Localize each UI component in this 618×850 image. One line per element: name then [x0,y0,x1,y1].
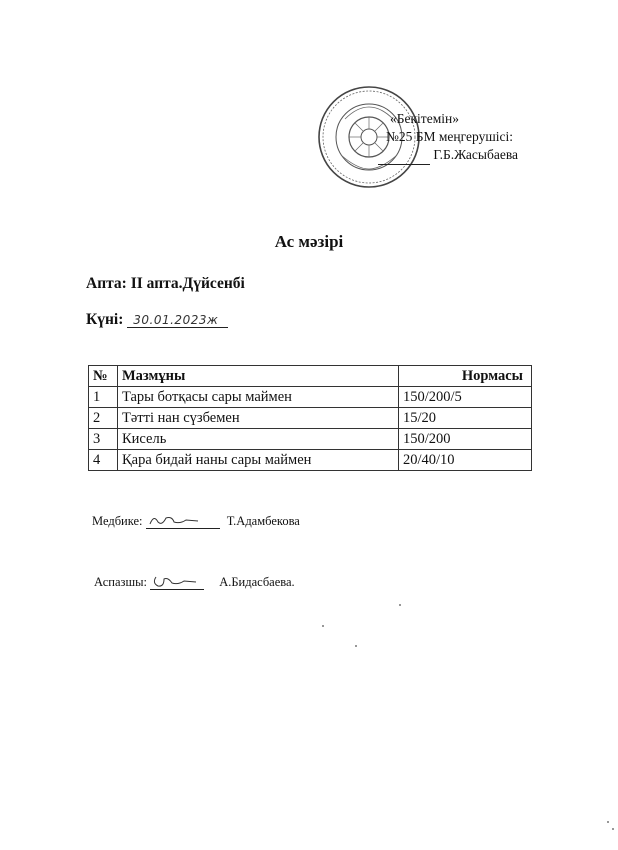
row-item: Кисель [118,429,399,450]
row-number: 4 [89,450,118,471]
row-norm: 150/200 [399,429,532,450]
row-item: Қара бидай наны сары маймен [118,450,399,471]
table-row [89,387,532,408]
header-content: Мазмұны [118,366,399,387]
scan-speck [355,645,357,647]
cook-label: Аспазшы: [94,575,147,589]
scan-speck [607,821,609,823]
nurse-signature [146,512,220,529]
nurse-name: Т.Адамбекова [226,514,300,528]
header-norm: Нормасы [399,366,532,387]
header-number: № [89,366,118,387]
table-row [89,450,532,471]
row-norm: 15/20 [399,408,532,429]
cook-name: А.Бидасбаева. [219,575,295,589]
cook-signature-row [94,573,295,590]
nurse-signature-row [92,512,300,529]
row-number: 1 [89,387,118,408]
approval-signature-row [378,146,518,165]
date-row [86,311,228,329]
date-value: 30.01.2023ж [127,313,228,328]
table-row [89,429,532,450]
week-line: Апта: II апта.Дүйсенбі [86,275,245,292]
row-number: 3 [89,429,118,450]
row-number: 2 [89,408,118,429]
scan-speck [322,625,324,627]
row-item: Тәтті нан сүзбемен [118,408,399,429]
approval-signatory-name: Г.Б.Жасыбаева [433,147,519,162]
approval-line-1: «Бекітемін» [390,111,459,126]
scan-speck [399,604,401,606]
cook-signature [150,573,204,590]
nurse-label: Медбике: [92,514,143,528]
row-norm: 150/200/5 [399,387,532,408]
approval-line-2: №25 БМ меңгерушісі: [386,129,513,144]
menu-table [88,365,532,471]
table-row [89,408,532,429]
scan-speck [612,828,614,830]
row-item: Тары ботқасы сары маймен [118,387,399,408]
approval-signature-line [378,146,430,165]
table-header-row [89,366,532,387]
date-label: Күні: [86,311,124,328]
row-norm: 20/40/10 [399,450,532,471]
page-title: Ас мәзірі [274,232,344,251]
